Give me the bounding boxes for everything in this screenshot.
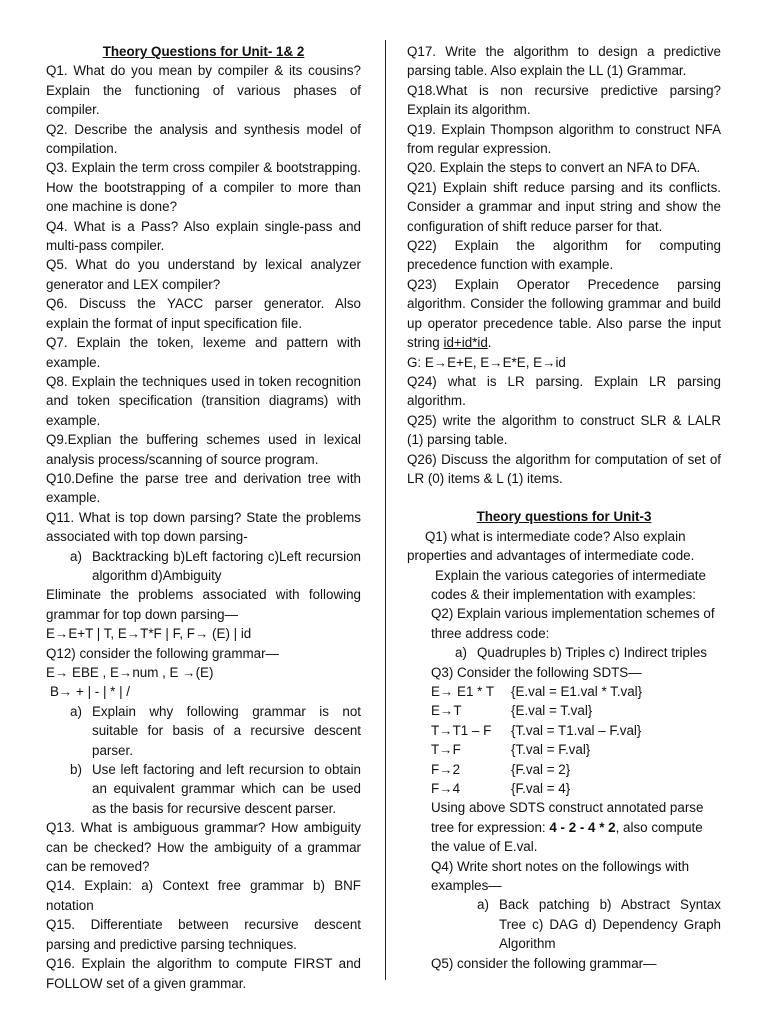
unit-3-question-2-options: [407, 643, 721, 662]
question-1: Q1. What do you mean by compiler & its cousins? Explain the functioning of various phases of compiler.: [46, 63, 361, 118]
sdts-production: T→F: [431, 742, 461, 758]
question-26: Q26) Discuss the algorithm for computation of set of LR (0) items & L (1) items.: [407, 451, 721, 486]
question-3: Q3. Explain the term cross compiler & bootstrapping. How the bootstrapping of a compiler to more than one machine is done?: [46, 160, 361, 215]
list-marker: a): [70, 548, 82, 564]
list-marker: a): [455, 645, 467, 661]
sdts-rule: {E.val = E1.val * T.val}: [511, 684, 643, 699]
question-16: Q16. Explain the algorithm to compute FIRST and FOLLOW set of a given grammar.: [46, 956, 361, 991]
question-5: Q5. What do you understand by lexical analyzer generator and LEX compiler?: [46, 257, 361, 292]
unit-3-question-5: Q5) consider the following grammar—: [431, 955, 657, 971]
question-12-part-a-text: Explain why following grammar is not suitable for basis of a recursive descent parser.: [92, 703, 361, 758]
unit-3-question-4-options: [407, 895, 721, 953]
question-11-options: [46, 547, 361, 586]
sdts-table: [407, 682, 721, 798]
question-2: Q2. Describe the analysis and synthesis model of compilation.: [46, 121, 361, 157]
list-marker: a): [70, 703, 82, 719]
unit-3-question-3-end: , also compute the value of E.val.: [431, 819, 703, 855]
unit-1-2-title: Theory Questions for Unit- 1& 2: [102, 44, 305, 59]
question-25: Q25) write the algorithm to construct SLR & LALR (1) parsing table.: [407, 412, 721, 448]
unit-3-question-4-options-text: Back patching b) Abstract Syntax Tree c) DAG d) Dependency Graph Algorithm: [499, 897, 721, 952]
sdts-production: F→2: [431, 761, 461, 777]
question-12-part-a: [46, 702, 361, 760]
question-23-text: Q23) Explain Operator Precedence parsing algorithm. Consider the following grammar and build up operator precedence table. Also parse the input string: [407, 276, 721, 351]
unit-3-title: Theory questions for Unit-3: [476, 509, 652, 525]
question-20: Q20. Explain the steps to convert an NFA to DFA.: [407, 160, 701, 176]
question-12-part-b-text: Use left factoring and left recursion to obtain an equivalent grammar which can be used as the basis for recursive descent parser.: [92, 762, 361, 816]
spacer: [407, 488, 721, 507]
unit-3-question-1: Q1) what is intermediate code? Also explain properties and advantages of intermediate code.: [407, 528, 695, 564]
sdts-production: F→4: [431, 781, 461, 797]
question-11-option-text: Backtracking b)Left factoring c)Left recursion algorithm d)Ambiguity: [92, 548, 361, 583]
unit-3-question-3-use: [407, 798, 721, 856]
sdts-rule: {F.val = 2}: [511, 761, 571, 777]
list-marker: b): [70, 762, 82, 778]
question-7: Q7. Explain the token, lexeme and pattern with example.: [46, 335, 361, 370]
question-12-grammar-1: E→ EBE , E→num , E →(E): [46, 665, 214, 680]
unit-3-question-1-explain: Explain the various categories of intermediate codes & their implementation with examples:: [431, 567, 706, 602]
question-18: Q18.What is non recursive predictive parsing? Explain its algorithm.: [407, 82, 721, 118]
question-19: Q19. Explain Thompson algorithm to construct NFA from regular expression.: [407, 121, 721, 157]
sdts-rule: {T.val = T1.val – F.val}: [511, 722, 642, 738]
sdts-rule: {E.val = T.val}: [511, 703, 593, 719]
unit-3-expression: 4 - 2 - 4 * 2: [549, 819, 616, 835]
question-9: Q9.Explian the buffering schemes used in lexical analysis process/scanning of source program.: [46, 432, 361, 467]
question-24: Q24) what is LR parsing. Explain LR parsing algorithm.: [407, 373, 721, 409]
question-8: Q8. Explain the techniques used in token recognition and token specification (transition diagrams) with example.: [46, 373, 361, 428]
question-23-input-string: id+id*id: [443, 335, 488, 351]
unit-3-question-2: Q2) Explain various implementation schemes of three address code:: [431, 606, 715, 641]
question-22: Q22) Explain the algorithm for computing precedence function with example.: [407, 238, 721, 273]
sdts-row: [407, 721, 721, 740]
question-10: Q10.Define the parse tree and derivation tree with example.: [46, 470, 361, 506]
question-6: Q6. Discuss the YACC parser generator. Also explain the format of input specification file.: [46, 296, 361, 331]
sdts-production: E→T: [431, 703, 462, 719]
left-column: [46, 42, 361, 993]
question-12: Q12) consider the following grammar—: [46, 645, 279, 661]
question-11-eliminate: Eliminate the problems associated with following grammar for top down parsing—: [46, 587, 361, 622]
unit-3-question-2-options-text: Quadruples b) Triples c) Indirect triples: [477, 645, 707, 661]
unit-3-question-3: Q3) Consider the following SDTS—: [431, 664, 642, 680]
question-15: Q15. Differentiate between recursive descent parsing and predictive parsing techniques.: [46, 917, 361, 952]
sdts-row: [407, 779, 721, 798]
unit-3-question-4: Q4) Write short notes on the followings with examples—: [431, 858, 690, 894]
question-4: Q4. What is a Pass? Also explain single-pass and multi-pass compiler.: [46, 218, 361, 254]
sdts-row: [407, 682, 721, 701]
sdts-rule: {T.val = F.val}: [511, 742, 591, 758]
question-23-grammar: G: E→E+E, E→E*E, E→id: [407, 354, 566, 370]
question-11: Q11. What is top down parsing? State the problems associated with top down parsing-: [46, 509, 361, 545]
question-17: Q17. Write the algorithm to design a predictive parsing table. Also explain the LL (1) Grammar.: [407, 44, 721, 79]
question-13: Q13. What is ambiguous grammar? How ambiguity can be checked? How the ambiguity of a grammar can be removed?: [46, 820, 361, 875]
question-11-grammar: E→E+T | T, E→T*F | F, F→ (E) | id: [46, 626, 252, 642]
question-14: Q14. Explain: a) Context free grammar b) BNF notation: [46, 878, 361, 913]
question-23: [407, 275, 721, 353]
question-12-grammar-2: B→ + | - | * | /: [50, 684, 131, 700]
sdts-row: [407, 760, 721, 779]
sdts-production: E→ E1 * T: [431, 684, 495, 699]
sdts-row: [407, 701, 721, 720]
sdts-row: [407, 740, 721, 759]
sdts-production: T→T1 – F: [431, 722, 492, 738]
question-12-part-b: [46, 760, 361, 818]
right-column: [407, 42, 721, 973]
question-21: Q21) Explain shift reduce parsing and its conflicts. Consider a grammar and input string and show the configuration of shift reduce parser for that.: [407, 179, 721, 234]
question-23-period: .: [487, 335, 492, 351]
sdts-rule: {F.val = 4}: [511, 781, 571, 797]
unit-3-question-3-use-text: Using above SDTS construct annotated parse tree for expression:: [431, 800, 704, 835]
column-divider: [385, 40, 386, 980]
list-marker: a): [477, 897, 489, 913]
